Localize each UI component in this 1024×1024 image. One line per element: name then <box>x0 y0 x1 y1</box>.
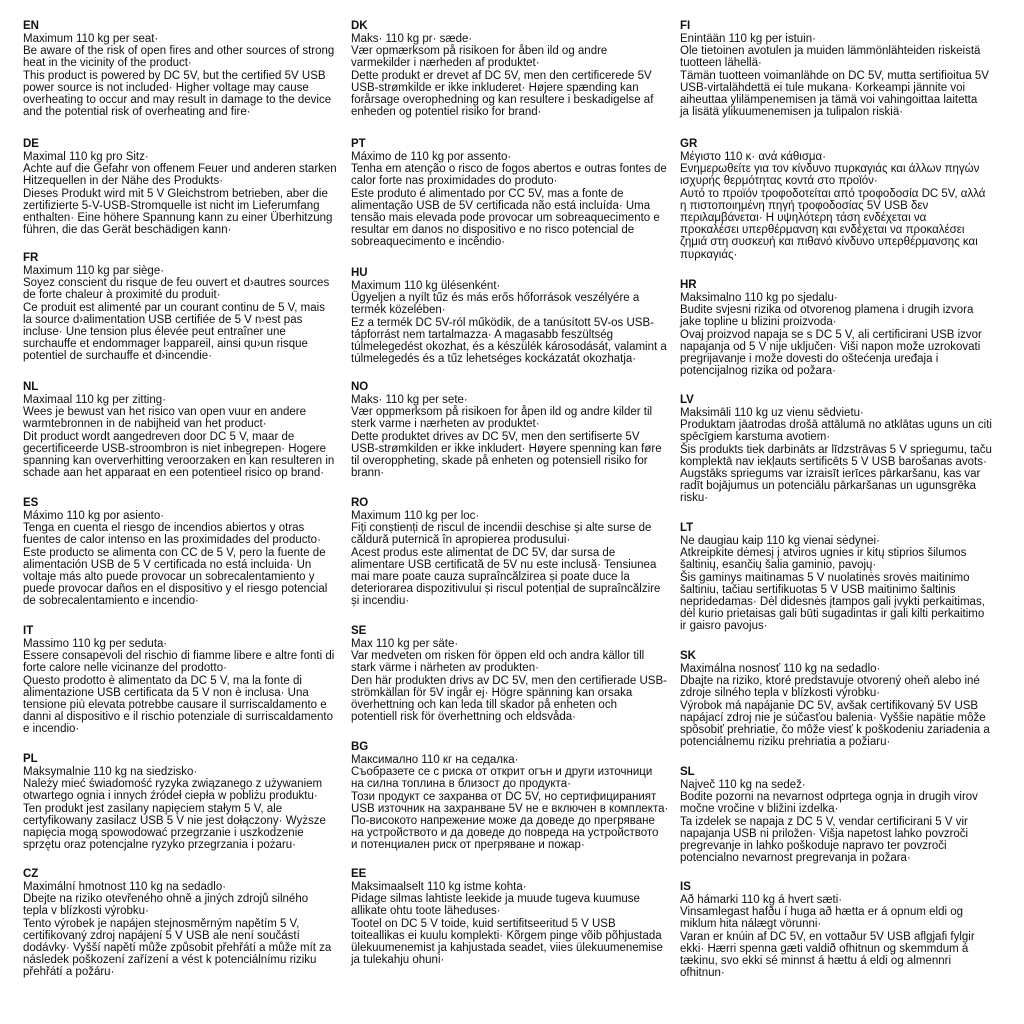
text-line: túlmelegedés és a tűz lehetséges kockázatát okozhatja· <box>351 353 637 366</box>
text-line: allikate ohtu toote läheduses· <box>351 905 501 918</box>
text-line: ja tulekahju ohuni· <box>351 954 445 967</box>
text-line: Този продукт се захранва от DC 5V, но сертифицираният <box>351 790 657 803</box>
text-line: и потенциален риск от прегряване и пожар· <box>351 839 585 852</box>
text-line: Fiți conștienți de riscul de incendii deschise și alte surse de <box>351 522 652 535</box>
section-text <box>680 779 978 864</box>
text-line: Vær oppmerksom på risikoen for åpen ild og andre kilder til <box>351 406 653 419</box>
section-text <box>351 394 662 479</box>
section-text <box>23 265 329 363</box>
text-line: šaltinių, esančių šalia gaminio, pavojų· <box>680 559 877 572</box>
text-line: Šis produkts tiek darbināts ar līdzstrāvas 5 V spriegumu, taču <box>680 443 992 456</box>
text-line: certifikovaný zdroj napájení 5 V USB ale není součástí <box>23 929 300 942</box>
text-line: Ez a termék DC 5V-ról működik, de a tanúsított 5V-os USB- <box>351 316 654 329</box>
section-hu <box>351 266 667 365</box>
text-line: tápforrást nem tartalmazza· A magasabb feszültség <box>351 328 614 341</box>
section-de <box>23 137 337 236</box>
text-line: deteriorarea dispozitivului și riscul potențial de supraîncălzire <box>351 583 661 596</box>
language-code: SK <box>680 650 696 662</box>
text-line: Tenha em atenção o risco de fogos abertos e outras fontes de <box>351 163 667 176</box>
text-line: на силна топлина в близост до продукта· <box>351 778 571 791</box>
text-line: varmekilder i nærheden af produktet· <box>351 57 540 70</box>
text-line: överhettning och kan leda till skador på enheten och <box>351 699 617 712</box>
text-line: alimentare USB certificată de 5V nu este inclusă· Tensiunea <box>351 558 657 571</box>
text-line: následek poškození zařízení a vést k potenciálnímu riziku <box>23 954 317 967</box>
text-line: napięcia mogą spowodować przegrzanie i uszkodzenie <box>23 827 304 840</box>
text-line: Maksimaalselt 110 kg istme kohta· <box>351 881 527 893</box>
text-line: Maksimalno 110 kg po sjedalu· <box>680 292 838 304</box>
section-pt <box>351 137 667 249</box>
text-line: certyfikowany zasilacz USB 5 V nie jest dołączony· Wyższe <box>23 814 326 827</box>
text-line: fuentes de calor intenso en las proximidades del producto· <box>23 534 321 547</box>
text-line: heat in the vicinity of the product· <box>23 57 192 70</box>
language-code: LV <box>680 394 694 406</box>
text-line: Enintään 110 kg per istuin· <box>680 33 816 45</box>
text-line: power source is not included· Higher voltage may cause <box>23 81 309 94</box>
text-line: komplektā nav iekļauts sertificēts 5 V USB barošanas avots· <box>680 455 987 468</box>
language-code: NO <box>351 381 369 393</box>
text-line: Tootel on DC 5 V toide, kuid sertifitseeritud 5 V USB <box>351 917 616 930</box>
text-line: termék közelében· <box>351 304 446 317</box>
text-line: USB-virtalähdettä ei tule mukana· Korkeampi jännite voi <box>680 81 966 94</box>
section-text <box>351 151 667 249</box>
text-line: miklum hita nálægt vörunni· <box>680 918 822 931</box>
language-code: EE <box>351 868 367 880</box>
text-line: surchauffe et endommager l›appareil, ainsi qu›un risque <box>23 338 308 351</box>
text-line: potentiell risk för överhettning och eldsvåda· <box>351 711 577 724</box>
text-line: sobreaquecimento e incêndio· <box>351 236 506 249</box>
language-code: FR <box>23 252 39 264</box>
section-text <box>351 881 663 966</box>
text-line: Dette produkt er drevet af DC 5V, men den certificerede 5V <box>351 69 652 82</box>
text-line: aiheuttaa ylilämpenemisen ja tämä voi vahingoittaa laitetta <box>680 94 978 107</box>
text-line: Pidage silmas lahtiste leekide ja muude tugeva kuumuse <box>351 893 640 906</box>
text-line: Be aware of the risk of open fires and other sources of strong <box>23 45 335 58</box>
text-line: tensione più elevata potrebbe causare il surriscaldamento e <box>23 699 327 712</box>
text-line: mai mare poate cauza supraîncălzirea și poate duce la <box>351 571 630 584</box>
text-line: strömkällan för 5V ingår ej· Högre spänning kan orsaka <box>351 686 633 699</box>
text-line: USB-strømkilden er ikke inkludert· Høyere spenning kan føre <box>351 442 662 455</box>
text-line: Dit product wordt aangedreven door DC 5 V, maar de <box>23 430 295 443</box>
text-line: forte calore nelle vicinanze del prodotto· <box>23 662 227 675</box>
text-line: Maksymalnie 110 kg na siedzisko· <box>23 766 198 778</box>
section-no <box>351 380 662 479</box>
text-line: tepla v blízkosti výrobku· <box>23 905 149 918</box>
text-line: Max 110 kg per säte· <box>351 638 459 650</box>
section-text <box>680 663 990 748</box>
text-line: Atkreipkite dėmesį į atviros ugnies ir kitų stiprios šilumos <box>680 547 967 560</box>
section-text <box>680 535 985 633</box>
text-line: pregrevanje in lahko poškoduje napravo ter povzroči <box>680 840 947 853</box>
text-line: spanning kan oververhitting veroorzaken en kan resulteren in <box>23 455 335 468</box>
section-text <box>23 33 334 118</box>
language-code: HR <box>680 279 697 291</box>
text-line: resultar em danos no dispositivo e no risco potencial de <box>351 224 635 237</box>
text-line: Ne daugiau kaip 110 kg vienai sėdynei· <box>680 535 880 547</box>
text-line: de sobrecalentamiento e incendio· <box>23 595 199 608</box>
language-code: GR <box>680 138 698 150</box>
section-ro <box>351 496 660 608</box>
text-line: alimentação USB de 5V certificada não está incluída· Uma <box>351 199 651 212</box>
text-line: toiteallikas ei kuulu komplekti· Kõrgem pinge võib põhjustada <box>351 929 662 942</box>
text-line: Ten produkt jest zasilany napięciem stałym 5 V, ale <box>23 802 283 815</box>
language-code: IS <box>680 881 691 893</box>
section-text <box>351 33 653 118</box>
text-line: alimentación USB de 5 V certificada no está incluida· Un <box>23 558 312 571</box>
text-line: stark värme i närheten av produkten· <box>351 662 539 675</box>
language-code: PT <box>351 138 366 150</box>
language-code: SL <box>680 766 695 778</box>
text-line: ζημιά στη συσκευή και πιθανό κίνδυνο υπερθέρμανσης και <box>680 236 978 249</box>
section-pl <box>23 752 326 851</box>
language-code: SE <box>351 625 367 637</box>
text-line: Tämän tuotteen voimanlähde on DC 5V, mutta sertifioitua 5V <box>680 69 989 82</box>
text-line: danni al dispositivo e il rischio potenziale di surriscaldamento <box>23 711 334 724</box>
section-text <box>23 394 334 479</box>
text-line: dėl kurio prietaisas gali būti sugadintas ir gali kilti perkaitimo <box>680 608 985 621</box>
text-line: otwartego ognia i innych źródeł ciepła w pobliżu produktu· <box>23 790 318 803</box>
language-code: DE <box>23 138 39 150</box>
text-line: Maks· 110 kg pr· sæde· <box>351 33 473 45</box>
text-line: Tento výrobek je napájen stejnosměrným napětím 5 V, <box>23 917 300 930</box>
text-line: potencialno nevarnost pregrevanja in požara· <box>680 852 911 865</box>
text-line: de forte chaleur à proximité du produit· <box>23 289 221 302</box>
text-line: napajanja od 5 V nije uključen· Viši napon može uzrokovati <box>680 340 981 353</box>
text-line: ofhitnun· <box>680 967 725 980</box>
text-line: Μέγιστο 110 κ· ανά κάθισμα· <box>680 151 827 163</box>
text-line: Največ 110 kg na sedež· <box>680 779 806 791</box>
text-line: potenciálnemu riziku prehriatia a požiaru· <box>680 736 891 749</box>
text-line: ülekuumenemist ja kahjustada seadet, viies ülekuumenemise <box>351 942 663 955</box>
text-line: πυρκαγιάς· <box>680 248 738 261</box>
text-line: Essere consapevoli del rischio di fiamme libere e altre fonti di <box>23 650 335 663</box>
text-line: Maximum 110 kg per loc· <box>351 510 480 522</box>
text-line: Ügyeljen a nyílt tűz és más erős hőforrások veszélyére a <box>351 292 640 305</box>
text-line: and the potential risk of overheating and fire· <box>23 106 251 119</box>
text-line: Wees je bewust van het risico van open vuur en andere <box>23 406 306 419</box>
text-line: Maximální hmotnost 110 kg na sedadlo· <box>23 881 227 893</box>
language-code: CZ <box>23 868 39 880</box>
section-sk <box>680 649 990 748</box>
text-line: incluse· Une tension plus élevée peut entraîner une <box>23 326 286 339</box>
text-line: Ce produit est alimenté par un courant continu de 5 V, mais <box>23 301 325 314</box>
section-text <box>351 638 667 723</box>
text-line: zdroje silného tepla v blízkosti výrobku· <box>680 687 881 700</box>
text-line: Ole tietoinen avotulen ja muiden lämmönlähteiden riskeistä <box>680 45 981 58</box>
text-line: ja lisätä ylikuumenemisen ja tulipalon riskiä· <box>680 106 904 119</box>
text-line: Este producto se alimenta con CC de 5 V, pero la fuente de <box>23 546 326 559</box>
text-line: močne vročine v bližini izdelka· <box>680 803 839 816</box>
text-line: Dbejte na riziko otevřeného ohně a jiných zdrojů silného <box>23 893 309 906</box>
text-line: radīt bojājumus un potenciālu pārkaršanas un ugunsgrēka <box>680 480 976 493</box>
text-line: forårsage overophedning og kan resultere i beskadigelse af <box>351 94 654 107</box>
text-line: e incendio· <box>23 723 80 736</box>
text-line: napájací zdroj nie je súčasťou balenia· Vyššie napätie môže <box>680 711 986 724</box>
text-line: führen, die das Gerät beschädigen kann· <box>23 224 232 237</box>
text-line: Maks· 110 kg per sete· <box>351 394 468 406</box>
text-line: overheating to occur and may result in damage to the device <box>23 94 332 107</box>
text-line: warmtebronnen in de nabijheid van het product· <box>23 418 267 431</box>
text-line: gecertificeerde USB-stroombron is niet inbegrepen· Hogere <box>23 442 326 455</box>
text-line: Tenga en cuenta el riesgo de incendios abiertos y otras <box>23 522 305 535</box>
language-code: EN <box>23 20 39 32</box>
text-line: Dette produktet drives av DC 5V, men den sertifiserte 5V <box>351 430 640 443</box>
section-se <box>351 624 667 723</box>
section-en <box>23 19 334 118</box>
text-line: tensão mais elevada pode provocar um sobreaquecimento e <box>351 212 660 225</box>
text-line: Produktam jāatrodas drošā attālumā no atklātas uguns un citi <box>680 419 992 432</box>
section-it <box>23 624 334 736</box>
language-code: HU <box>351 267 368 279</box>
text-line: schade aan het apparaat en een potentieel risico op brand· <box>23 467 325 480</box>
text-line: Hitzequellen in der Nähe des Produkts· <box>23 175 224 188</box>
text-line: περιλαμβάνεται· Η υψηλότερη τάση ενδέχεται να <box>680 212 927 225</box>
text-line: alimentazione USB certificata da 5 V non è inclusa· Una <box>23 686 309 699</box>
text-line: Vær opmærksom på risikoen for åben ild og andre <box>351 45 608 58</box>
text-line: Massimo 110 kg per seduta· <box>23 638 168 650</box>
text-line: sterk varme i nærheten av produktet· <box>351 418 540 431</box>
text-line: zertifizierte 5-V-USB-Stromquelle ist nicht im Lieferumfang <box>23 199 320 212</box>
text-line: la source d›alimentation USB certifiée de 5 V n›est pas <box>23 313 303 326</box>
text-line: Den här produkten drivs av DC 5V, men den certifierade USB- <box>351 674 667 687</box>
text-line: Máximo de 110 kg por assento· <box>351 151 512 163</box>
section-text <box>680 894 975 979</box>
section-lv <box>680 393 992 505</box>
section-fr <box>23 251 329 363</box>
language-code: BG <box>351 741 369 753</box>
text-line: Maximálna nosnosť 110 kg na sedadlo· <box>680 663 881 675</box>
text-line: til overoppheting, skade på enheten og potensiell risiko for <box>351 455 648 468</box>
section-text <box>680 151 985 261</box>
text-line: η πιστοποιημένη πηγή τροφοδοσίας 5V USB δεν <box>680 199 929 212</box>
text-line: Maximaal 110 kg per zitting· <box>23 394 166 406</box>
section-text <box>23 510 327 608</box>
text-line: Ενημερωθείτε για τον κίνδυνο πυρκαγιάς και άλλων πηγών <box>680 163 980 176</box>
section-is <box>680 880 975 979</box>
text-line: spôsobiť prehriatie, čo môže viesť k poškodeniu zariadenia a <box>680 724 990 737</box>
language-code: RO <box>351 497 369 509</box>
text-line: căldură puternică în apropierea produsului· <box>351 534 571 547</box>
text-line: risku· <box>680 492 709 505</box>
text-line: Maximum 110 kg ülésenként· <box>351 280 501 292</box>
section-es <box>23 496 327 608</box>
text-line: Budite svjesni rizika od otvorenog plamena i drugih izvora <box>680 304 974 317</box>
text-line: enheden og potentiel risiko for brand· <box>351 106 542 119</box>
section-nl <box>23 380 334 479</box>
text-line: šaltiniu, tačiau sertifikuotas 5 V USB maitinimo šaltinis <box>680 583 956 596</box>
text-line: Questo prodotto è alimentato da DC 5 V, ma la fonte di <box>23 674 302 687</box>
text-line: Αυτό το προϊόν τροφοδοτείται από τροφοδοσία DC 5V, αλλά <box>680 187 986 200</box>
language-code: LT <box>680 522 694 534</box>
section-text <box>23 638 334 736</box>
section-lt <box>680 521 985 633</box>
text-line: This product is powered by DC 5V, but the certified 5V USB <box>23 69 326 82</box>
text-line: Šis gaminys maitinamas 5 V nuolatinės srovės maitinimo <box>680 571 970 584</box>
text-line: tækinu, svo ekki sé minnst á hættu á eldi og almennri <box>680 955 952 968</box>
text-line: Výrobok má napájanie DC 5V, avšak certifikovaný 5V USB <box>680 699 979 712</box>
text-line: brann· <box>351 467 385 480</box>
section-cz <box>23 867 331 979</box>
text-line: Bodite pozorni na nevarnost odprtega ognja in drugih virov <box>680 791 978 804</box>
text-line: Acest produs este alimentat de DC 5V, dar sursa de <box>351 546 616 559</box>
text-line: dodávky· Vyšší napětí může způsobit přehřátí a může mít za <box>23 942 332 955</box>
text-line: pregrijavanje i može dovesti do oštećenja uređaja i <box>680 353 939 366</box>
language-code: DK <box>351 20 368 32</box>
text-line: Ovaj proizvod napaja se s DC 5 V, ali certificirani USB izvor <box>680 328 982 341</box>
section-text <box>351 510 660 608</box>
section-text <box>680 33 989 118</box>
text-line: Að hámarki 110 kg á hvert sæti· <box>680 894 843 906</box>
text-line: potencijalnog rizika od požara· <box>680 365 836 378</box>
text-line: Vinsamlegast hafðu í huga að hætta er á opnum eldi og <box>680 906 964 919</box>
text-line: Съобразете се с риска от открит огън и други източници <box>351 766 653 779</box>
text-line: napajanja USB ni priložen· Višja napetost lahko povzroči <box>680 827 969 840</box>
text-line: Augstāks spriegums var izraisīt ierīces pārkaršanu, kas var <box>680 468 981 481</box>
text-line: jake topline u blizini proizvoda· <box>680 316 837 329</box>
text-line: și incendiu· <box>351 595 410 608</box>
section-text <box>23 151 337 236</box>
text-line: Należy mieć świadomość ryzyka związanego z używaniem <box>23 778 323 791</box>
text-line: enthalten· Eine höhere Spannung kann zu einer Überhitzung <box>23 212 333 225</box>
text-line: Varan er knúin af DC 5V, en vottaður 5V USB aflgjafi fylgir <box>680 930 975 943</box>
section-hr <box>680 278 982 377</box>
text-line: Achte auf die Gefahr von offenem Feuer und anderen starken <box>23 163 337 176</box>
language-code: IT <box>23 625 34 637</box>
text-line: calor forte nas proximidades do produto· <box>351 175 558 188</box>
section-text <box>351 754 668 852</box>
text-line: voltaje más alto puede provocar un sobrecalentamiento y <box>23 571 315 584</box>
section-text <box>680 292 982 377</box>
text-line: Maksimāli 110 kg uz vienu sēdvietu· <box>680 407 864 419</box>
text-line: προκαλέσει υπερθέρμανση και ενδέχεται να προκαλέσει <box>680 224 965 237</box>
section-ee <box>351 867 663 966</box>
text-line: potentiel de surchauffe et d›incendie· <box>23 350 213 363</box>
text-line: USB-strømkilde er ikke inkluderet· Højere spænding kan <box>351 81 639 94</box>
text-line: přehřátí a požáru· <box>23 966 115 979</box>
text-line: ir gaisro pavojus· <box>680 620 768 633</box>
language-code: PL <box>23 753 38 765</box>
section-fi <box>680 19 989 118</box>
text-line: ekki· Hærri spenna gæti valdið ofhitnun og skemmdum á <box>680 942 969 955</box>
text-line: Maximal 110 kg pro Sitz· <box>23 151 149 163</box>
text-line: Максимално 110 кг на седалка· <box>351 754 519 766</box>
text-line: ισχυρής θερμότητας κοντά στο προϊόν· <box>680 175 878 188</box>
section-text <box>351 280 667 365</box>
language-code: ES <box>23 497 39 509</box>
text-line: на устройството и да доведе до повреда на устройството <box>351 827 659 840</box>
section-text <box>23 766 326 851</box>
section-dk <box>351 19 653 118</box>
text-line: Ta izdelek se napaja z DC 5 V, vendar certificirani 5 V vir <box>680 815 968 828</box>
text-line: Dieses Produkt wird mit 5 V Gleichstrom betrieben, aber die <box>23 187 328 200</box>
section-text <box>23 881 331 979</box>
section-text <box>680 407 992 505</box>
section-sl <box>680 765 978 864</box>
section-bg <box>351 740 668 852</box>
text-line: puede provocar daños en el dispositivo y el riesgo potencial <box>23 583 328 596</box>
text-line: Máximo 110 kg por asiento· <box>23 510 165 522</box>
text-line: Var medveten om risken för öppen eld och andra källor till <box>351 650 645 663</box>
text-line: Este produto é alimentado por CC 5V, mas a fonte de <box>351 187 624 200</box>
text-line: túlmelegedést okozhat, és a készülék károsodását, valamint a <box>351 341 667 354</box>
text-line: Soyez conscient du risque de feu ouvert et d›autres sources <box>23 277 330 290</box>
text-line: Maximum 110 kg par siège· <box>23 265 165 277</box>
text-line: Dbajte na riziko, ktoré predstavuje otvorený oheň alebo iné <box>680 675 980 688</box>
text-line: nepridedamas· Dėl didesnės įtampos gali įvykti perkaitimas, <box>680 596 985 609</box>
text-line: USB източник на захранване 5V не е включен в комплекта· <box>351 802 669 815</box>
section-gr <box>680 137 985 261</box>
text-line: По-високото напрежение може да доведе до прегряване <box>351 815 655 828</box>
text-line: sprzętu oraz potencjalne ryzyko przegrzania i pożaru· <box>23 839 296 852</box>
language-code: FI <box>680 20 691 32</box>
text-line: tuotteen lähellä· <box>680 57 762 70</box>
language-code: NL <box>23 381 39 393</box>
text-line: spēcīgiem karstuma avotiem· <box>680 431 831 444</box>
text-line: Maximum 110 kg per seat· <box>23 33 159 45</box>
